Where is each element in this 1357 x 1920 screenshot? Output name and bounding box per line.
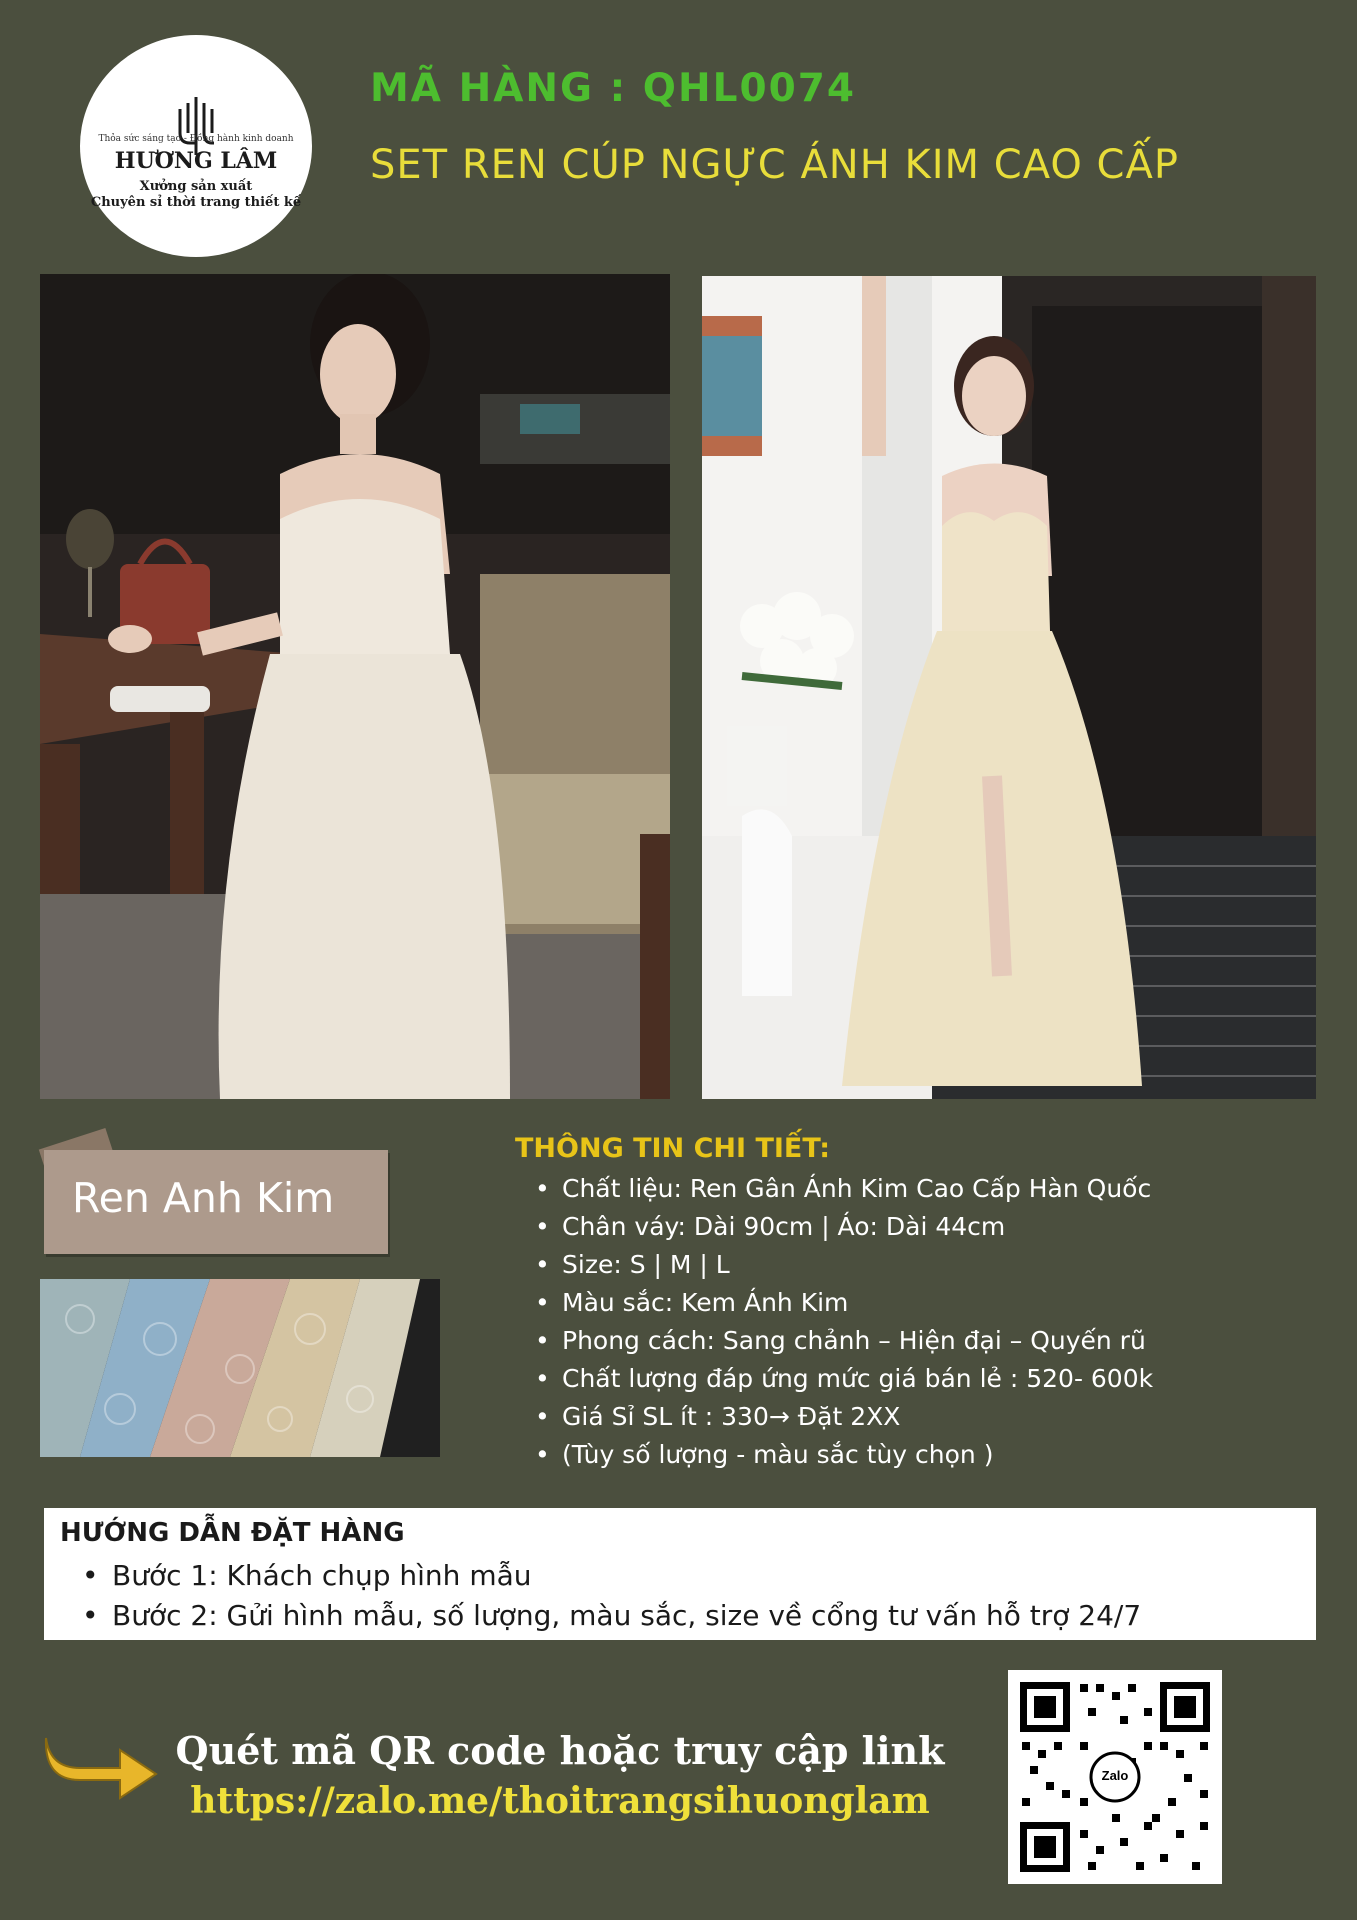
logo-subtitle-2: Chuyên sỉ thời trang thiết kế [90, 195, 302, 210]
zalo-link[interactable]: https://zalo.me/thoitrangsihuonglam [190, 1780, 930, 1822]
brand-logo [80, 35, 312, 257]
logo-subtitle: Xưởng sản xuất [139, 179, 253, 194]
detail-item: • Chân váy: Dài 90cm | Áo: Dài 44cm [535, 1208, 1153, 1246]
qr-code[interactable] [1008, 1670, 1222, 1884]
logo-tagline: Thỏa sức sáng tạo - Đồng hành kinh doanh [98, 134, 294, 144]
details-heading: THÔNG TIN CHI TIẾT: [515, 1133, 831, 1164]
detail-item: • Chất liệu: Ren Gân Ánh Kim Cao Cấp Hàn Quốc [535, 1170, 1153, 1208]
order-guide-box [44, 1508, 1316, 1640]
product-photo-seated [40, 274, 670, 1099]
detail-item: • Giá Sỉ SL ít : 330→ Đặt 2XX [535, 1398, 1153, 1436]
order-step: • Bước 1: Khách chụp hình mẫu [82, 1556, 1141, 1596]
details-list [535, 1170, 1153, 1474]
order-step: • Bước 2: Gửi hình mẫu, số lượng, màu sắc, size về cổng tư vấn hỗ trợ 24/7 [82, 1596, 1141, 1636]
detail-item: • Màu sắc: Kem Ánh Kim [535, 1284, 1153, 1322]
detail-item: • Chất lượng đáp ứng mức giá bán lẻ : 520- 600k [535, 1360, 1153, 1398]
order-steps [82, 1556, 1141, 1636]
lace-swatch-image [40, 1279, 440, 1457]
fabric-label: Ren Anh Kim [72, 1174, 335, 1222]
scan-instruction: Quét mã QR code hoặc truy cập link [175, 1728, 945, 1773]
arrow-right-icon [40, 1728, 160, 1800]
detail-item: • Size: S | M | L [535, 1246, 1153, 1284]
detail-item: • (Tùy số lượng - màu sắc tùy chọn ) [535, 1436, 1153, 1474]
logo-brand-name: HƯƠNG LÂM [114, 148, 278, 174]
product-photo-standing [702, 276, 1316, 1099]
product-code: MÃ HÀNG : QHL0074 [370, 66, 856, 111]
order-guide-heading: HƯỚNG DẪN ĐẶT HÀNG [60, 1518, 405, 1548]
zalo-logo: Zalo [1101, 1768, 1129, 1783]
product-title: SET REN CÚP NGỰC ÁNH KIM CAO CẤP [370, 142, 1179, 188]
fabric-label-card [44, 1150, 388, 1254]
detail-item: • Phong cách: Sang chảnh – Hiện đại – Quyến rũ [535, 1322, 1153, 1360]
